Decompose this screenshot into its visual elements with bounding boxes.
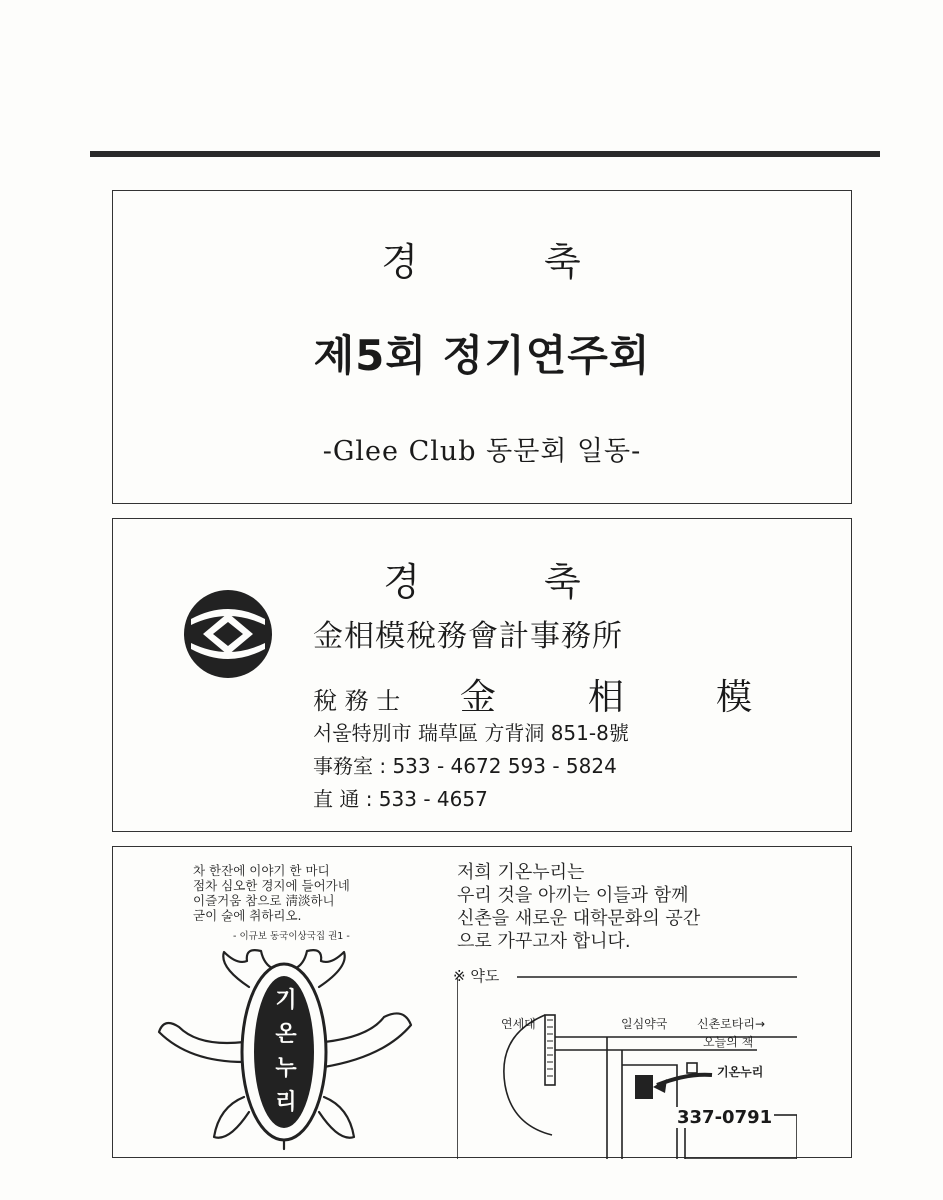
top-rule — [90, 151, 880, 157]
intro-line: 우리 것을 아끼는 이들과 함께 — [457, 885, 689, 906]
poem-line: 점차 심오한 경지에 들어가네 — [193, 878, 350, 893]
firm-name: 金相模稅務會計事務所 — [313, 619, 623, 654]
accountant-line — [313, 669, 844, 720]
title-label: 稅 務 士 — [313, 687, 401, 715]
poem — [193, 863, 423, 944]
name-char-1: 金 — [459, 677, 496, 718]
office-phones: 事務室 : 533 - 4672 593 - 5824 — [313, 754, 617, 778]
ad-tax-office — [112, 518, 852, 832]
map-label-rotary: 신촌로타리→ — [697, 1017, 766, 1031]
logo-char: 누 — [275, 1056, 297, 1081]
name-char-3: 模 — [715, 677, 752, 718]
map-label-university: 연세대 — [501, 1017, 536, 1031]
map-label-shop: 기온누리 — [717, 1065, 764, 1079]
map-label-pharmacy: 일심약국 — [621, 1017, 668, 1031]
poem-line: 차 한잔에 이야기 한 마디 — [193, 863, 330, 878]
ad-giongnuri — [112, 846, 852, 1158]
name-char-2: 相 — [587, 677, 624, 718]
poem-line: 굳이 술에 취하리오. — [193, 908, 302, 923]
congrats-char-1: 경 — [381, 240, 420, 284]
intro-line: 저희 기온누리는 — [457, 862, 585, 883]
shop-phone: 337-0791 — [677, 1107, 773, 1128]
logo-char: 온 — [275, 1022, 297, 1047]
poem-line: 이즐거움 참으로 淸淡하니 — [193, 893, 335, 908]
shop-intro — [457, 861, 787, 953]
intro-line: 신촌을 새로운 대학문화의 공간 — [457, 908, 701, 929]
poem-source: - 이규보 동국이상국집 권1 - — [233, 931, 350, 942]
direct-phone: 直 通 : 533 - 4657 — [313, 787, 488, 811]
map-title: ※ 약도 — [453, 967, 500, 985]
logo-char: 기 — [275, 988, 297, 1013]
congrats-char-2: 축 — [544, 240, 583, 284]
accountant-name — [460, 677, 844, 718]
beetle-logo-text — [271, 984, 301, 1120]
logo-char: 리 — [275, 1090, 297, 1115]
intro-line: 으로 가꾸고자 합니다. — [457, 931, 631, 952]
address: 서울特別市 瑞草區 方背洞 851-8號 — [313, 721, 629, 745]
congrats-char-2: 축 — [544, 560, 581, 604]
firm-logo-icon — [183, 589, 273, 679]
ad-glee-club — [112, 190, 852, 504]
congrats-heading — [113, 231, 851, 286]
contact-block — [313, 717, 629, 816]
concert-title: 제5회 정기연주회 — [313, 331, 651, 380]
sponsor-line: -Glee Club 동문회 일동- — [322, 436, 642, 467]
map-label-bookstore: 오늘의 책 — [703, 1035, 754, 1049]
congrats-char-1: 경 — [383, 560, 420, 604]
